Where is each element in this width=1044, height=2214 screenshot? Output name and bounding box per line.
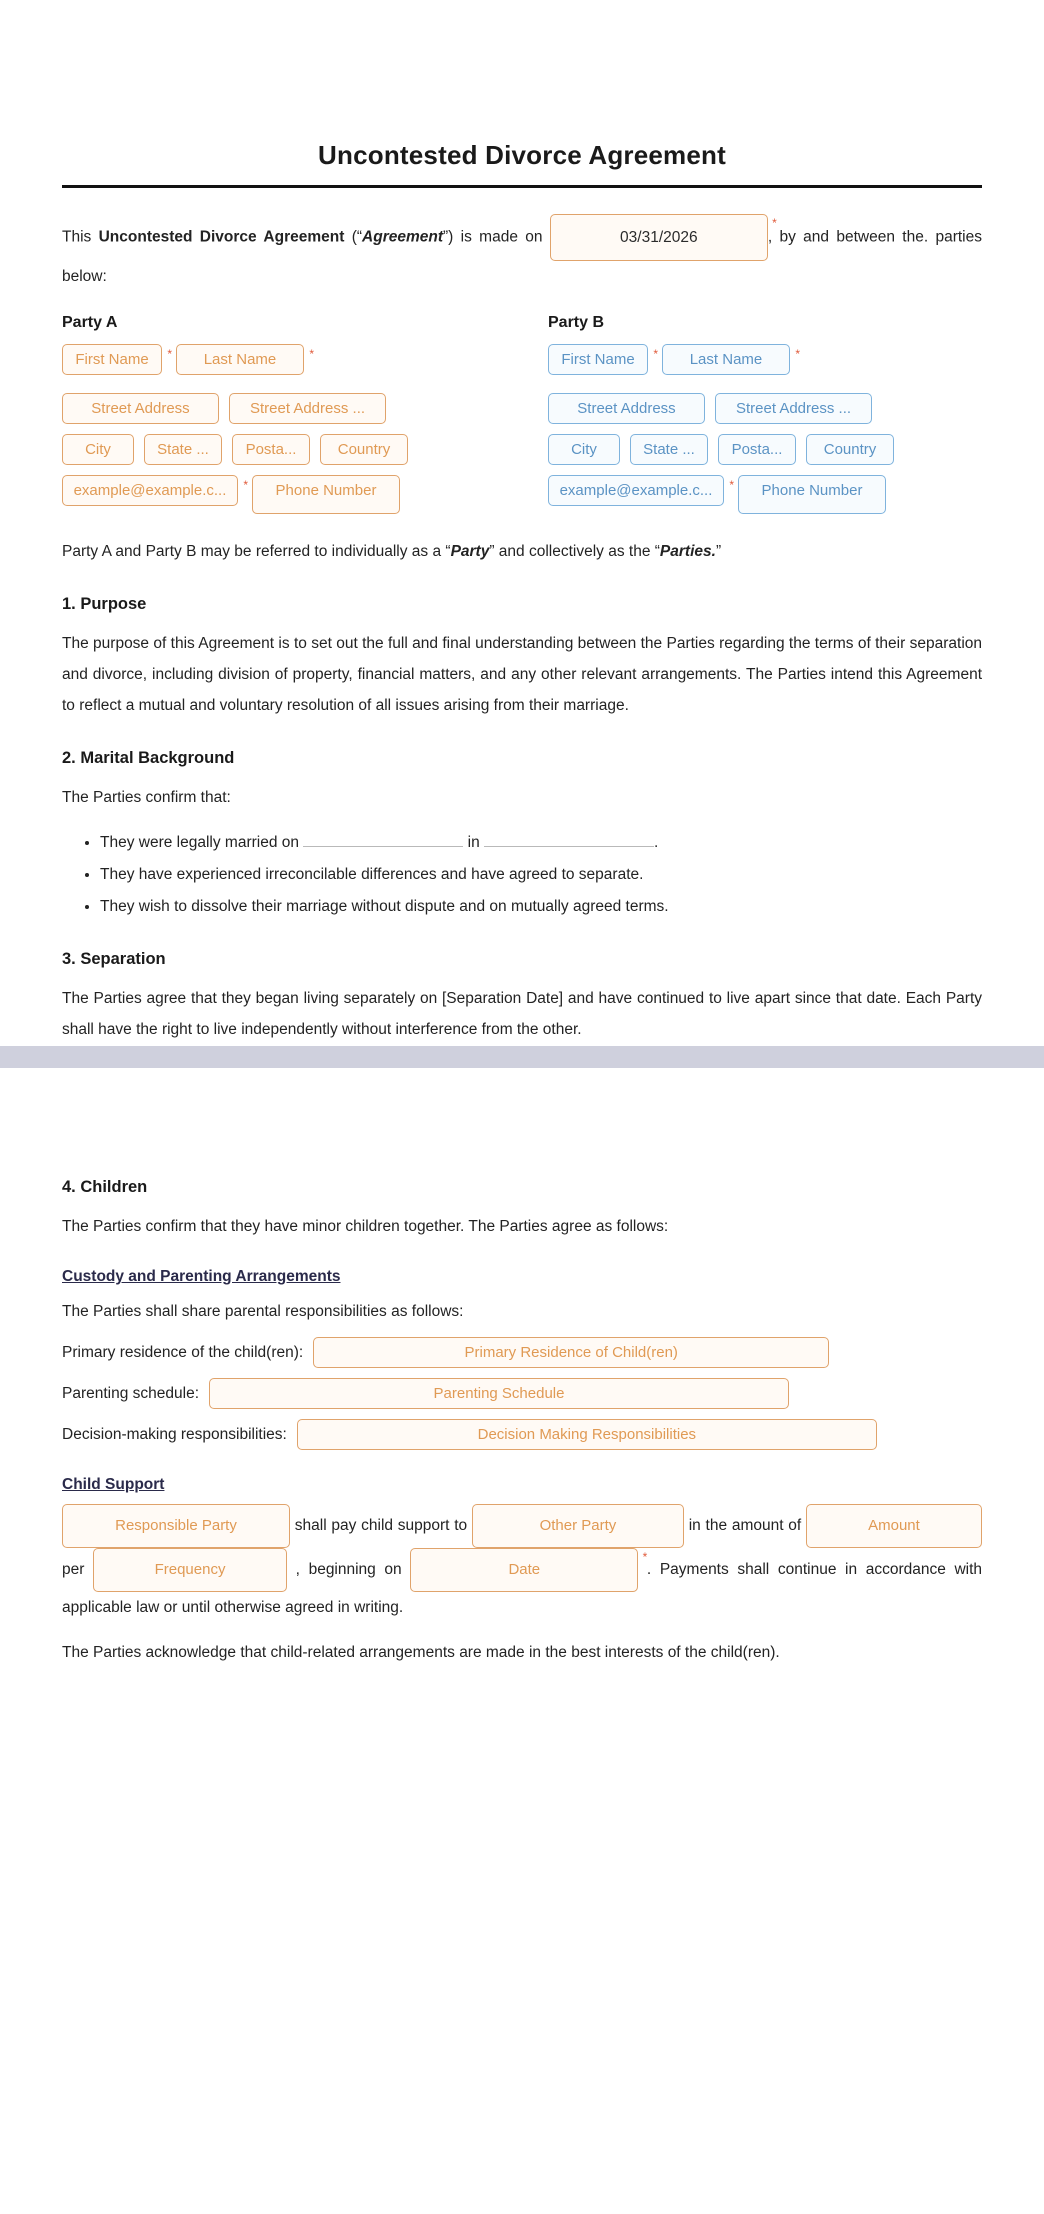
intro-post: , by and between the. parties below: [62,228,982,285]
support-date-input[interactable]: Date [410,1548,638,1592]
party-a-email-input[interactable]: example@example.c... [62,475,238,506]
title-divider [62,185,982,188]
custody-label-schedule: Parenting schedule: [62,1384,200,1402]
page-break-gap [0,1046,1044,1068]
party-b-label: Party B [548,314,605,331]
child-support-text-2: in the amount of [688,1517,802,1535]
party-b-last-name-wrapper [662,344,800,375]
intro-quote-close: ”) is made on [443,228,550,246]
frequency-input[interactable]: Frequency [93,1548,287,1592]
party-b-state-input[interactable]: State ... [630,434,708,465]
required-asterisk: * [167,347,172,361]
list-item: • They have experienced irreconcilable differences and have agreed to separate. [100,859,982,891]
intro-paragraph [62,214,982,292]
marital-background-lead: The Parties confirm that: [62,789,231,806]
section-heading-purpose: 1. Purpose [62,595,147,613]
married-on-mid: in [463,834,484,851]
party-b-city-input[interactable]: City [548,434,620,465]
child-support-text-5: . Payments shall continue in accordance with applicable law or until otherwise agreed in writing. [62,1561,983,1616]
intro-pre: This [62,228,99,246]
intro-agreement-italic: Agreement [362,228,444,246]
section-text-purpose: The purpose of this Agreement is to set out the full and final understanding between the Parties regarding the terms of their separation and divorce, including division of property, financial matters, and any other relevant arrangements. The Parties intend this Agreement to reflect a mutual and voluntary resolution of all issues arising from their marriage. [62,635,982,714]
party-b-contact-row [548,475,982,514]
child-support-text-3: per [62,1561,85,1579]
section-heading-children: 4. Children [62,1178,148,1196]
party-a-first-name-input[interactable]: First Name [62,344,162,375]
agreement-date-wrapper [550,214,777,261]
child-support-heading: Child Support [62,1476,165,1493]
party-a-first-name-wrapper [62,344,172,375]
list-item [100,827,982,859]
party-b-street-address-input[interactable]: Street Address [548,393,705,424]
marital-background-list [62,827,982,922]
section-text-separation: The Parties agree that they began living separately on [Separation Date] and have continued to live apart since that date. Each Party shall have the right to live independently without interference from the other. [62,990,982,1039]
party-b-address-row [548,393,982,424]
intro-quote-open: (“ [344,228,363,246]
party-a-state-input[interactable]: State ... [144,434,222,465]
child-support-text-1: shall pay child support to [294,1517,468,1535]
party-a-contact-row [62,475,496,514]
intro-agreement-title: Uncontested Divorce Agreement [98,228,345,246]
party-a-column [62,314,496,524]
custody-row-residence [62,1337,982,1368]
party-a-last-name-wrapper [176,344,314,375]
parties-note-parties: Parties. [659,543,716,560]
parenting-schedule-input[interactable]: Parenting Schedule [209,1378,789,1409]
required-asterisk: * [795,347,800,361]
agreement-date-field[interactable]: 03/31/2026 [550,214,768,261]
married-on-pre: They were legally married on [100,834,304,851]
party-b-phone-input[interactable]: Phone Number [738,475,886,514]
party-a-city-row [62,434,496,465]
child-support-text-4: , beginning on [295,1561,402,1579]
party-b-street-address-2-input[interactable]: Street Address ... [715,393,872,424]
amount-input[interactable]: Amount [806,1504,982,1548]
required-asterisk: * [772,216,777,230]
party-b-city-row [548,434,982,465]
support-date-wrapper [410,1548,648,1592]
parties-section [62,314,982,524]
other-party-input[interactable]: Other Party [472,1504,684,1548]
responsible-party-input[interactable]: Responsible Party [62,1504,290,1548]
required-asterisk: * [642,1550,648,1564]
section-heading-marital-background: 2. Marital Background [62,749,235,767]
party-b-first-name-input[interactable]: First Name [548,344,648,375]
custody-row-decisions [62,1419,982,1450]
required-asterisk: * [729,478,734,492]
party-b-last-name-input[interactable]: Last Name [662,344,790,375]
party-a-address-row [62,393,496,424]
parties-note-post: ” [715,543,722,560]
custody-label-residence: Primary residence of the child(ren): [62,1343,304,1361]
section-heading-separation: 3. Separation [62,950,166,969]
parties-note [62,536,982,567]
party-a-email-wrapper [62,475,248,506]
required-asterisk: * [243,478,248,492]
party-a-street-address-2-input[interactable]: Street Address ... [229,393,386,424]
party-a-name-row [62,344,496,383]
party-b-first-name-wrapper [548,344,658,375]
decision-making-input[interactable]: Decision Making Responsibilities [297,1419,877,1450]
party-b-column [548,314,982,524]
child-support-closing: The Parties acknowledge that child-related arrangements are made in the best interests of the child(ren). [62,1644,780,1661]
custody-heading: Custody and Parenting Arrangements [62,1268,341,1285]
document-page-2 [0,1068,1044,2214]
section-text-children: The Parties confirm that they have minor children together. The Parties agree as follows: [62,1218,669,1235]
required-asterisk: * [309,347,314,361]
custody-row-schedule [62,1378,982,1409]
marriage-date-blank[interactable] [303,832,463,847]
party-b-email-input[interactable]: example@example.c... [548,475,724,506]
primary-residence-input[interactable]: Primary Residence of Child(ren) [313,1337,829,1368]
marriage-place-blank[interactable] [484,832,654,847]
parties-note-mid: ” and collectively as the “ [489,543,660,560]
party-a-country-input[interactable]: Country [320,434,408,465]
page-title: Uncontested Divorce Agreement [318,140,726,170]
parties-note-party: Party [450,543,490,560]
child-support-paragraph [62,1504,982,1623]
party-a-postal-input[interactable]: Posta... [232,434,310,465]
custody-lead: The Parties shall share parental responsibilities as follows: [62,1303,464,1320]
parties-note-pre: Party A and Party B may be referred to individually as a “ [62,543,451,560]
party-b-email-wrapper [548,475,734,506]
party-a-last-name-input[interactable]: Last Name [176,344,304,375]
party-a-city-input[interactable]: City [62,434,134,465]
party-a-phone-input[interactable]: Phone Number [252,475,400,514]
required-asterisk: * [653,347,658,361]
party-a-street-address-input[interactable]: Street Address [62,393,219,424]
custody-label-decisions: Decision-making responsibilities: [62,1425,287,1443]
list-item: • They wish to dissolve their marriage without dispute and on mutually agreed terms. [100,891,982,923]
document-page-1 [0,0,1044,1046]
party-b-name-row [548,344,982,383]
party-b-postal-input[interactable]: Posta... [718,434,796,465]
married-on-post: . [654,834,659,851]
party-a-label: Party A [62,314,118,331]
party-b-country-input[interactable]: Country [806,434,894,465]
